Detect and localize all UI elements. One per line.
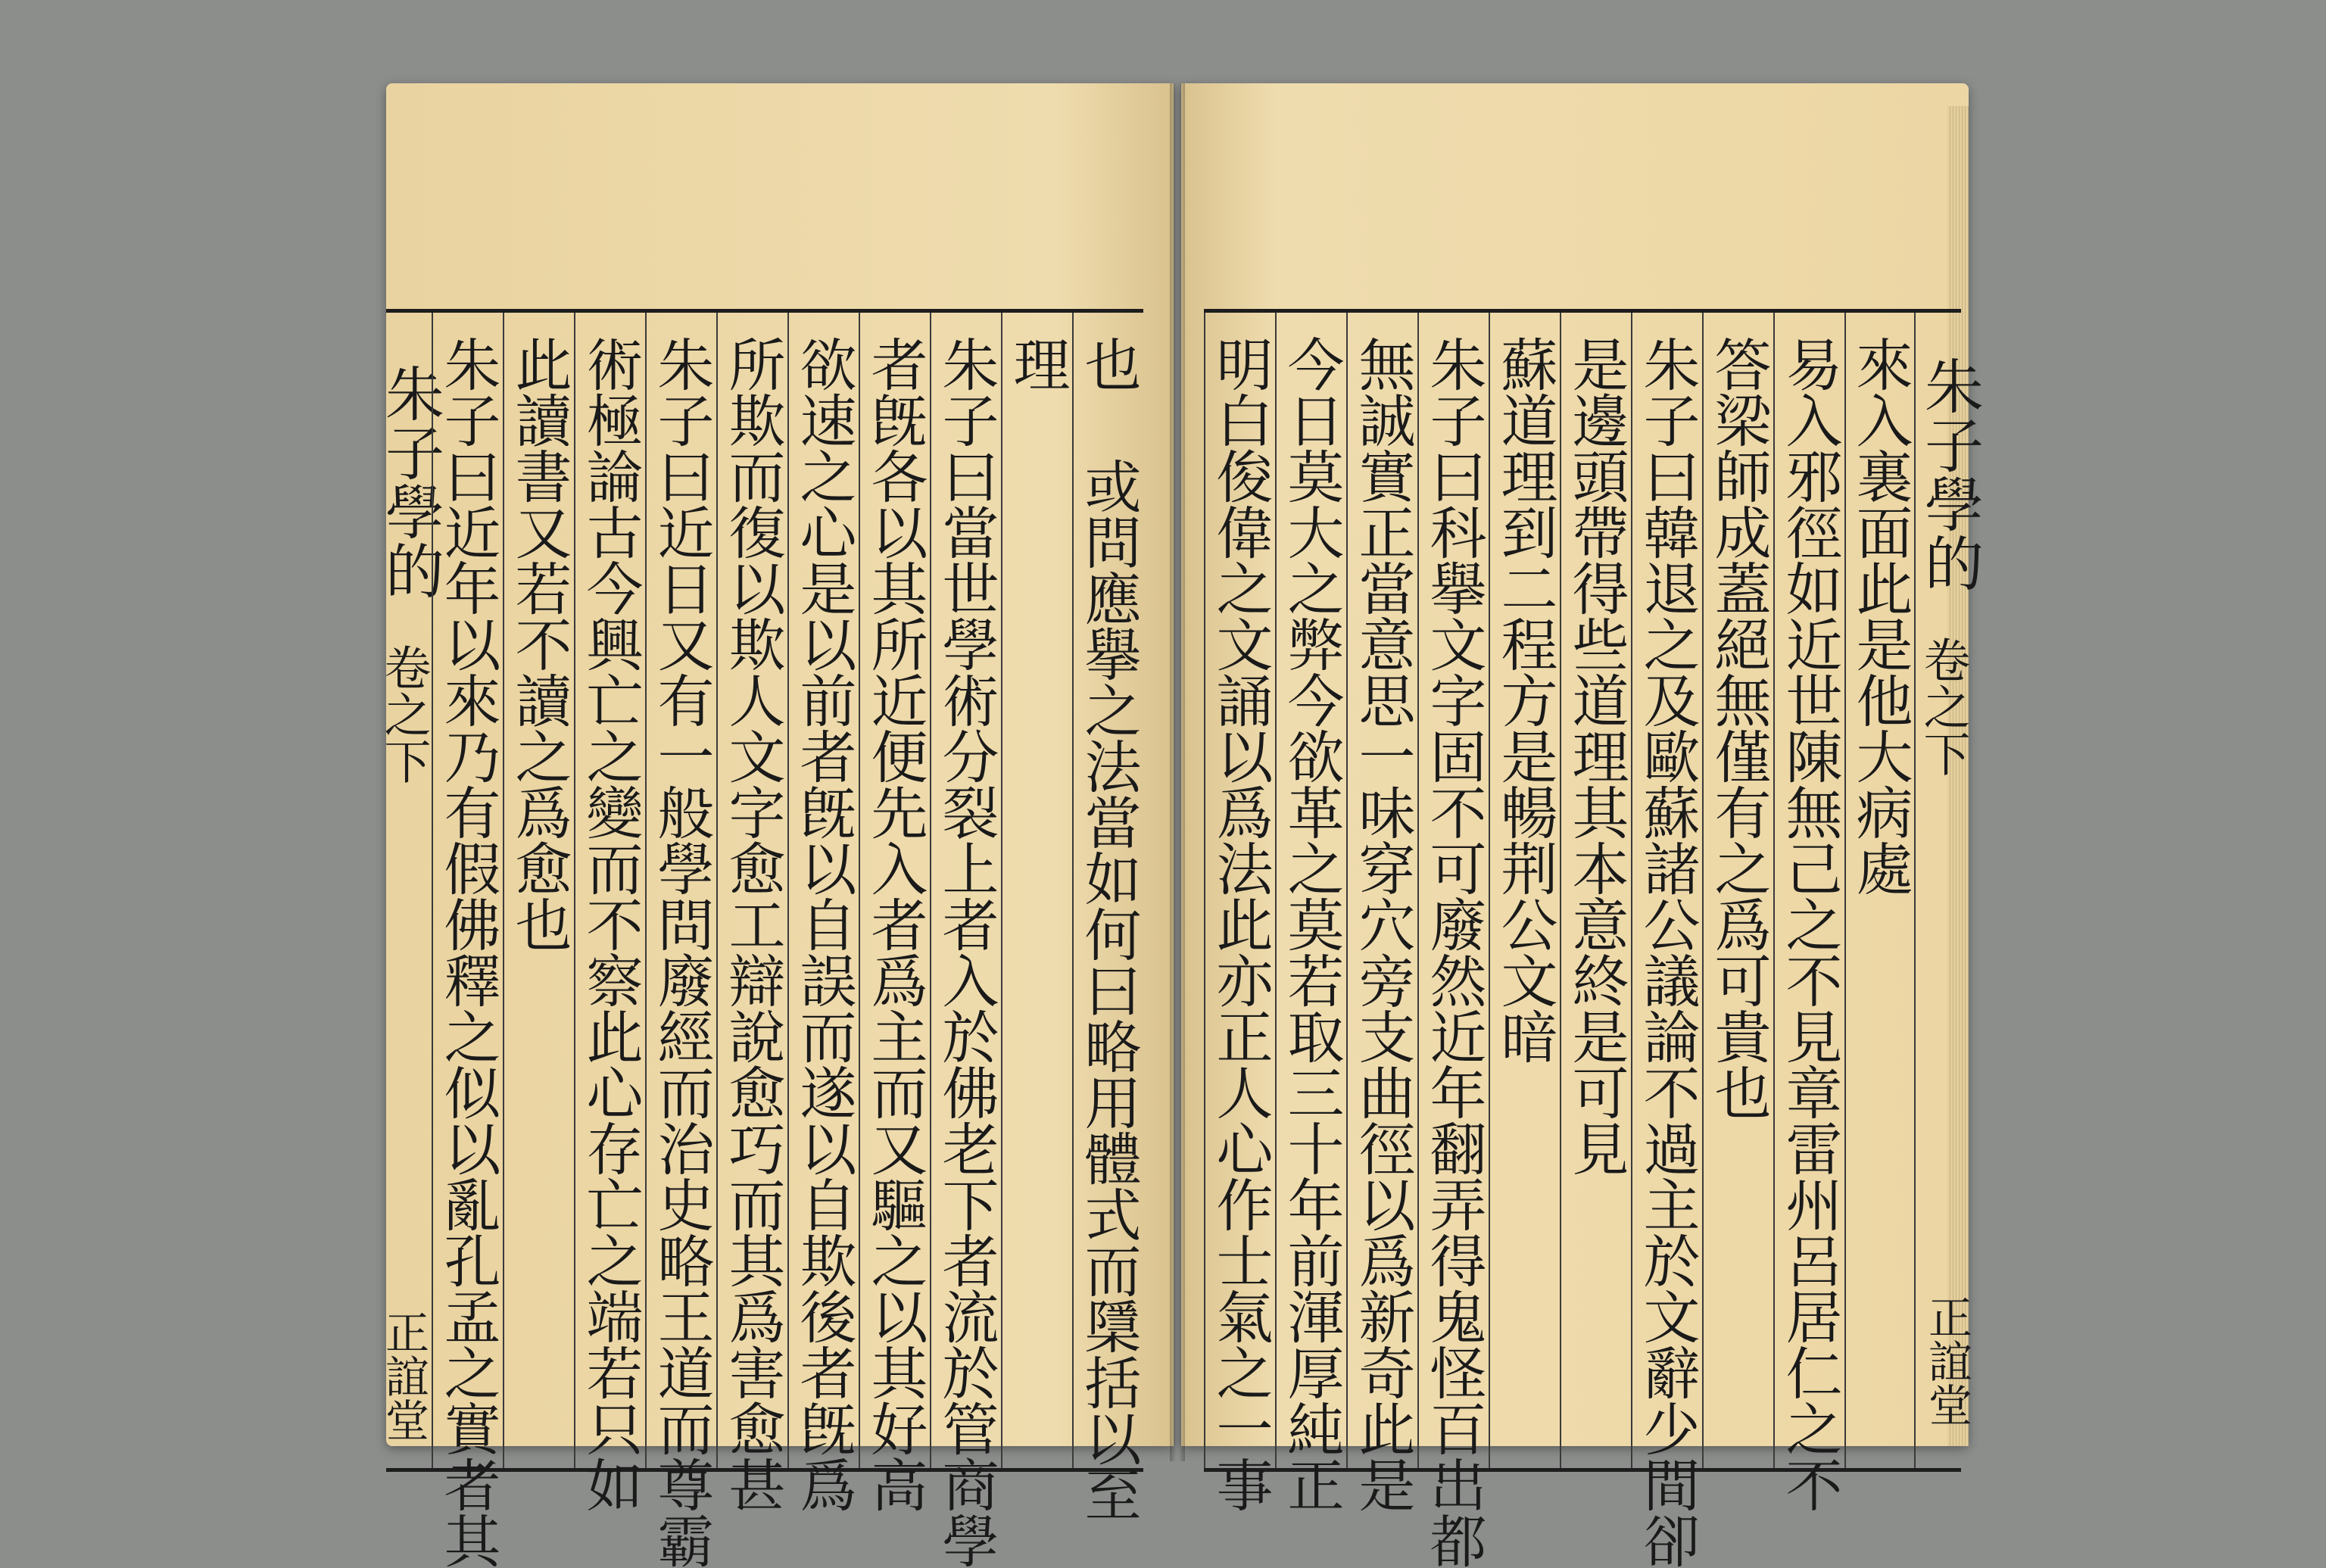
column-text: 術極論古今興亡之變而不察此心存亡之端若只如 [577,335,644,1512]
left-page-volume-label: 卷之下 [376,644,432,784]
text-column [645,313,716,1568]
right-text-block [1204,309,1961,1568]
text-column [716,313,787,1512]
text-column [1001,313,1072,1468]
column-text: 答梁師成蓋絕無僅有之爲可貴也 [1705,335,1773,1120]
column-text: 朱子曰韓退之及歐蘇諸公議論不過主於文辭少間卻 [1634,335,1701,1568]
column-text: 欲速之心是以前者旣以自誤而遂以自欺後者旣爲 [790,335,858,1512]
column-text: 今日莫大之弊今欲革之莫若取三十年前渾厚純正 [1278,335,1345,1512]
column-text: 此讀書又若不讀之爲愈也 [506,335,573,952]
left-page-margin-title: 朱子學的 [376,363,444,600]
column-text: 無誠實正當意思一味穿穴旁支曲徑以爲新奇此是 [1349,335,1417,1512]
right-page-margin-title: 朱子學的 [1915,356,1983,592]
column-text: 朱子曰當世學術分裂上者入於佛老下者流於管商學 [933,335,1000,1568]
text-column [432,313,503,1568]
open-book [376,83,1991,1568]
column-text: 理 [1004,335,1071,391]
column-text: 來入裏面此是他大病處 [1847,335,1914,896]
column-text: 者旣各以其所近便先入者爲主而又驅之以其好高 [862,335,929,1512]
text-column [1346,313,1417,1512]
text-column [1204,313,1275,1512]
text-column [1072,313,1143,1522]
text-column [1560,313,1631,1468]
text-column [1773,313,1844,1512]
book-gutter [1170,83,1185,1461]
text-column [574,313,645,1512]
column-text: 蘇道理到二程方是暢荆公文暗 [1492,335,1559,1064]
text-column [1275,313,1346,1512]
left-page-publisher: 正誼堂 [378,1310,429,1442]
text-column [503,313,574,1468]
column-text: 所欺而復以欺人文字愈工辯說愈巧而其爲害愈甚 [719,335,787,1512]
right-page-publisher: 正誼堂 [1921,1295,1972,1426]
column-text: 朱子曰近年以來乃有假佛釋之似以亂孔孟之實者其 [435,335,502,1568]
right-page-volume-label: 卷之下 [1916,636,1971,777]
column-text: 易入邪徑如近世陳無己之不見章雷州呂居仁之不 [1776,335,1844,1512]
text-column [930,313,1001,1568]
text-column [1417,313,1489,1568]
column-text: 朱子曰近日又有一般學問廢經而治史略王道而尊霸 [648,335,716,1568]
column-text: 朱子曰科擧文字固不可廢然近年翻弄得鬼怪百出都 [1420,335,1488,1568]
column-text: 也 或問應擧之法當如何曰略用體式而檃括以至 [1075,335,1143,1522]
text-column [1631,313,1702,1568]
left-text-block [386,309,1143,1568]
text-column [787,313,859,1512]
text-column [1844,313,1916,1468]
column-text: 明白俊偉之文誦以爲法此亦正人心作士氣之一事 [1207,335,1274,1512]
column-text: 是邊頭帶得些道理其本意終是可見 [1563,335,1630,1176]
text-column [1489,313,1560,1468]
text-column [1702,313,1773,1468]
text-column [859,313,930,1512]
